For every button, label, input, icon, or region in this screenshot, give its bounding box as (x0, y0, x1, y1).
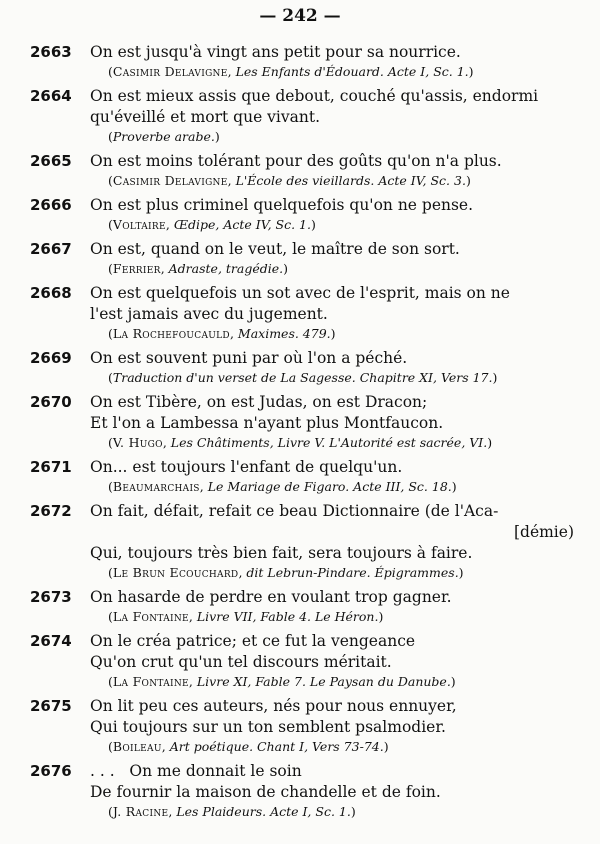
source-author: Boileau (112, 739, 162, 754)
source-work: Adraste, tragédie. (168, 261, 284, 276)
source-citation: (Proverbe arabe.) (108, 129, 220, 144)
quote-line: On hasarde de perdre en voulant trop gagner. (90, 588, 452, 606)
quote-text (90, 587, 578, 608)
entry-number: 2674 (30, 632, 72, 650)
source-author: Le Brun Ecouchard (112, 565, 239, 580)
quotation-entry (0, 42, 600, 80)
quotation-entry (0, 761, 600, 820)
quote-text (90, 392, 578, 434)
quotation-entry (0, 457, 600, 495)
quote-line: On est moins tolérant pour des goûts qu'on n'a plus. (90, 152, 502, 170)
source-citation: (Ferrier, Adraste, tragédie.) (108, 261, 289, 276)
source-work: dit Lebrun-Pindare. Épigrammes. (246, 565, 459, 580)
quotation-entry (0, 239, 600, 277)
source-work: Œdipe, Acte IV, Sc. 1. (173, 217, 311, 232)
entry-number: 2672 (30, 502, 72, 520)
quote-text (90, 283, 578, 325)
quotation-entry (0, 696, 600, 755)
quote-line: On est quelquefois un sot avec de l'esprit, mais on ne (90, 284, 510, 302)
quote-line: On est, quand on le veut, le maître de son sort. (90, 240, 460, 258)
source-citation: (Boileau, Art poétique. Chant I, Vers 73-74.) (108, 739, 389, 754)
source-work: Proverbe arabe. (112, 129, 215, 144)
quote-line: On est souvent puni par où l'on a péché. (90, 349, 408, 367)
source-author: J. Racine (112, 804, 169, 819)
source-citation: (Beaumarchais, Le Mariage de Figaro. Acte III, Sc. 18.) (108, 479, 457, 494)
quote-line: Qui, toujours très bien fait, sera toujours à faire. (90, 544, 473, 562)
quote-line: l'est jamais avec du jugement. (90, 305, 328, 323)
source-author: Casimir Delavigne (112, 64, 228, 79)
quote-text (90, 348, 578, 369)
quote-line: Et l'on a Lambessa n'ayant plus Montfaucon. (90, 414, 444, 432)
entry-number: 2665 (30, 152, 72, 170)
quote-text (90, 239, 578, 260)
entry-number: 2675 (30, 697, 72, 715)
quotation-entry (0, 501, 600, 581)
quote-line: On... est toujours l'enfant de quelqu'un. (90, 458, 403, 476)
quote-line: Qui toujours sur un ton semblent psalmodier. (90, 718, 446, 736)
quotation-entry (0, 631, 600, 690)
source-work: Le Mariage de Figaro. Acte III, Sc. 18. (207, 479, 452, 494)
source-citation: (Le Brun Ecouchard, dit Lebrun-Pindare. Épigrammes.) (108, 565, 464, 580)
entry-number: 2676 (30, 762, 72, 780)
source-author: V. Hugo (112, 435, 163, 450)
source-work: Livre VII, Fable 4. Le Héron. (196, 609, 379, 624)
quote-text (90, 86, 578, 128)
entry-number: 2670 (30, 393, 72, 411)
source-author: La Fontaine (112, 674, 189, 689)
quote-line-continuation: [démie) (513, 523, 574, 541)
page-number: — 242 — (259, 6, 341, 26)
quote-text (90, 501, 578, 564)
quote-text (90, 761, 578, 803)
source-author: Voltaire (112, 217, 166, 232)
quote-line: . . . On me donnait le soin (90, 762, 302, 780)
source-work: Les Enfants d'Édouard. Acte I, Sc. 1. (235, 64, 469, 79)
source-work: L'École des vieillards. Acte IV, Sc. 3. (235, 173, 466, 188)
source-citation: (Traduction d'un verset de La Sagesse. Chapitre XI, Vers 17.) (108, 370, 498, 385)
source-work: Les Plaideurs. Acte I, Sc. 1. (176, 804, 351, 819)
quote-line: On fait, défait, refait ce beau Dictionnaire (de l'Aca- (90, 502, 499, 520)
quote-line: De fournir la maison de chandelle et de foin. (90, 783, 441, 801)
source-work: Art poétique. Chant I, Vers 73-74. (169, 739, 384, 754)
entry-number: 2664 (30, 87, 72, 105)
quote-text (90, 151, 578, 172)
quote-line: On est plus criminel quelquefois qu'on ne pense. (90, 196, 474, 214)
quote-text (90, 631, 578, 673)
quote-text (90, 457, 578, 478)
source-work: Les Châtiments, Livre V. L'Autorité est sacrée, VI. (170, 435, 488, 450)
entry-number: 2671 (30, 458, 72, 476)
quote-line: Qu'on crut qu'un tel discours méritait. (90, 653, 392, 671)
source-author: Beaumarchais (112, 479, 200, 494)
quote-line: On est jusqu'à vingt ans petit pour sa nourrice. (90, 43, 461, 61)
source-work: Livre XI, Fable 7. Le Paysan du Danube. (196, 674, 451, 689)
quotation-entry (0, 151, 600, 189)
entry-number: 2673 (30, 588, 72, 606)
source-citation: (V. Hugo, Les Châtiments, Livre V. L'Autorité est sacrée, VI.) (108, 435, 493, 450)
source-author: La Fontaine (112, 609, 189, 624)
source-work: Maximes. 479. (237, 326, 331, 341)
quote-line: On est mieux assis que debout, couché qu'assis, endormi (90, 87, 539, 105)
entry-number: 2667 (30, 240, 72, 258)
source-citation: (Casimir Delavigne, L'École des vieillards. Acte IV, Sc. 3.) (108, 173, 471, 188)
quotation-entry (0, 348, 600, 386)
quotation-entry (0, 283, 600, 342)
quote-text (90, 696, 578, 738)
source-author: La Rochefoucauld (112, 326, 230, 341)
quotation-entry (0, 195, 600, 233)
quote-line: On le créa patrice; et ce fut la vengeance (90, 632, 416, 650)
entry-number: 2663 (30, 43, 72, 61)
source-citation: (La Fontaine, Livre VII, Fable 4. Le Héron.) (108, 609, 384, 624)
quote-text (90, 42, 578, 63)
source-citation: (Voltaire, Œdipe, Acte IV, Sc. 1.) (108, 217, 316, 232)
quote-line: On lit peu ces auteurs, nés pour nous ennuyer, (90, 697, 457, 715)
source-citation: (La Fontaine, Livre XI, Fable 7. Le Paysan du Danube.) (108, 674, 456, 689)
source-citation: (J. Racine, Les Plaideurs. Acte I, Sc. 1.) (108, 804, 356, 819)
quotation-entry (0, 587, 600, 625)
quote-line: qu'éveillé et mort que vivant. (90, 108, 321, 126)
entry-number: 2668 (30, 284, 72, 302)
quotation-list (0, 42, 600, 826)
quote-line: On est Tibère, on est Judas, on est Dracon; (90, 393, 428, 411)
source-citation: (Casimir Delavigne, Les Enfants d'Édouard. Acte I, Sc. 1.) (108, 64, 474, 79)
source-author: Casimir Delavigne (112, 173, 228, 188)
quote-text (90, 195, 578, 216)
source-work: Traduction d'un verset de La Sagesse. Chapitre XI, Vers 17. (112, 370, 493, 385)
source-author: Ferrier (112, 261, 161, 276)
quotation-entry (0, 86, 600, 145)
source-citation: (La Rochefoucauld, Maximes. 479.) (108, 326, 336, 341)
entry-number: 2666 (30, 196, 72, 214)
entry-number: 2669 (30, 349, 72, 367)
quotation-entry (0, 392, 600, 451)
